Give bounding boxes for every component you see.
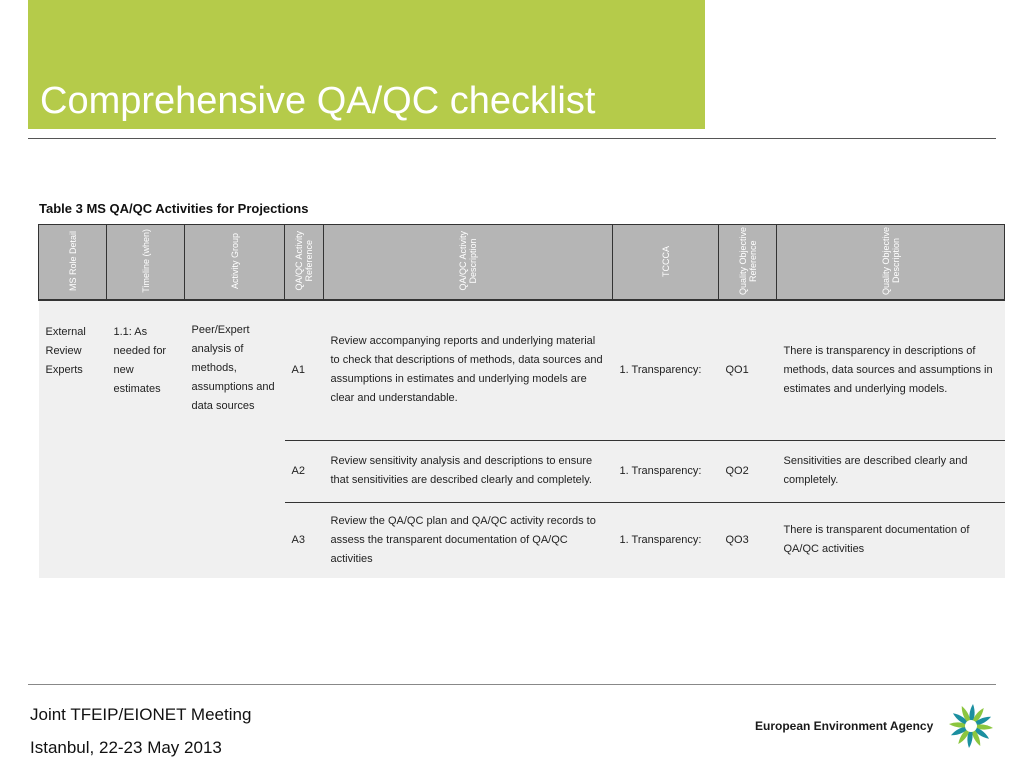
activity-description-cell: Review the QA/QC plan and QA/QC activity records to assess the transparent documentation of QA/QC activities [324, 502, 613, 578]
objective-reference-cell: QO1 [719, 300, 777, 440]
objective-description-cell: There is transparent documentation of QA/QC activities [777, 502, 1005, 578]
activity-reference-cell: A2 [285, 440, 324, 502]
slide-title: Comprehensive QA/QC checklist [40, 80, 596, 122]
eea-logo-icon [946, 701, 996, 751]
table-caption: Table 3 MS QA/QC Activities for Projections [39, 201, 309, 216]
header-activity-description: QA/QC Activity Description [324, 225, 613, 301]
footer-location-date: Istanbul, 22-23 May 2013 [30, 738, 222, 757]
tccca-cell: 1. Transparency: [613, 300, 719, 440]
header-tccca: TCCCA [613, 225, 719, 301]
objective-description-cell: Sensitivities are described clearly and completely. [777, 440, 1005, 502]
footer-divider [28, 684, 996, 685]
qa-qc-table [38, 224, 1005, 578]
table-header-row [39, 225, 1005, 301]
objective-reference-cell: QO3 [719, 502, 777, 578]
ms-role-cell: External Review Experts [39, 300, 107, 578]
table-row [39, 300, 1005, 440]
timeline-cell: 1.1: As needed for new estimates [107, 300, 185, 578]
header-activity-reference: QA/QC Activity Reference [285, 225, 324, 301]
header-objective-description: Quality Objective Description [777, 225, 1005, 301]
activity-reference-cell: A3 [285, 502, 324, 578]
title-divider [28, 138, 996, 139]
tccca-cell: 1. Transparency: [613, 502, 719, 578]
objective-description-cell: There is transparency in descriptions of methods, data sources and assumptions in estimates and underlying models. [777, 300, 1005, 440]
header-timeline: Timeline (when) [107, 225, 185, 301]
logo-center [965, 720, 977, 732]
activity-description-cell: Review sensitivity analysis and descriptions to ensure that sensitivities are described clearly and completely. [324, 440, 613, 502]
tccca-cell: 1. Transparency: [613, 440, 719, 502]
activity-reference-cell: A1 [285, 300, 324, 440]
activity-description-cell: Review accompanying reports and underlying material to check that descriptions of methods, data sources and assumptions in estimates and underlying models are clear and understandable. [324, 300, 613, 440]
header-objective-reference: Quality Objective Reference [719, 225, 777, 301]
footer-meeting: Joint TFEIP/EIONET Meeting [30, 705, 252, 724]
activity-group-cell: Peer/Expert analysis of methods, assumptions and data sources [185, 300, 285, 578]
agency-name: European Environment Agency [755, 719, 934, 733]
objective-reference-cell: QO2 [719, 440, 777, 502]
header-activity-group: Activity Group [185, 225, 285, 301]
header-ms-role: MS Role Detail [39, 225, 107, 301]
